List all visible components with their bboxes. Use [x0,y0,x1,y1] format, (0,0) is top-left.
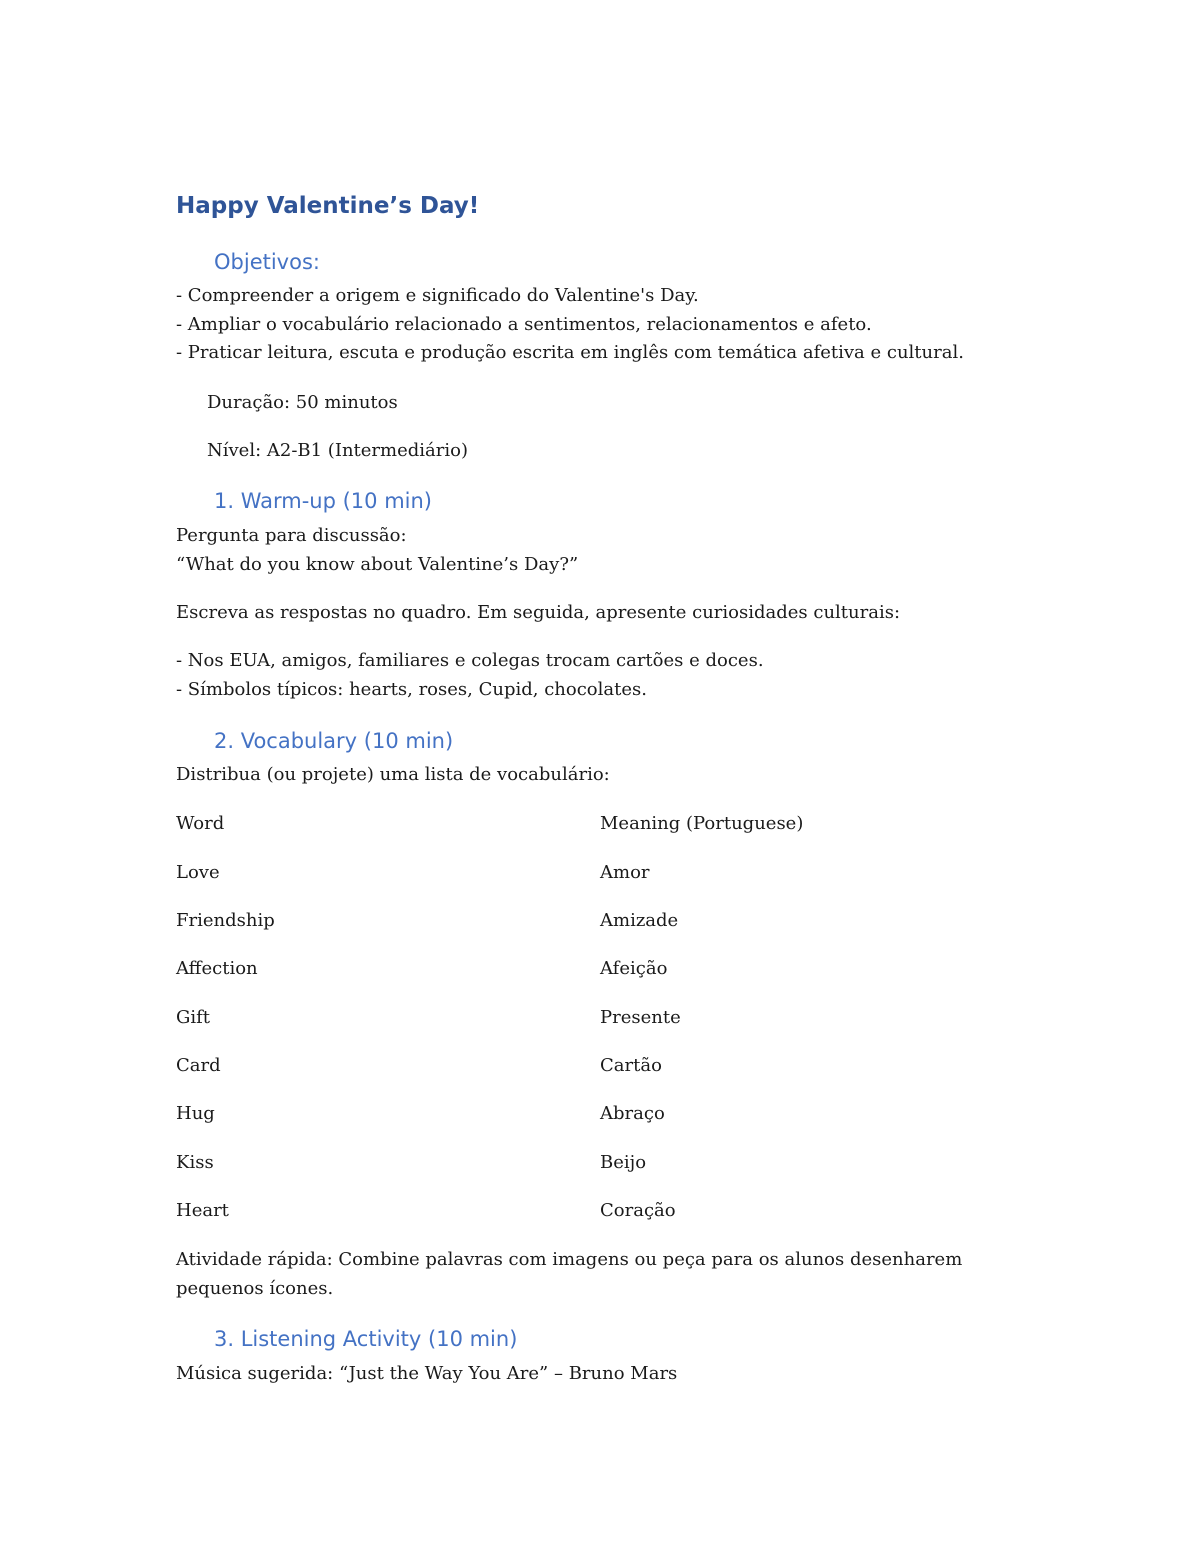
level-text: Nível: A2-B1 (Intermediário) [207,440,468,461]
table-cell-word: Card [176,1055,221,1076]
warmup-heading: 1. Warm-up (10 min) [214,489,432,513]
table-cell-word: Love [176,862,220,883]
document-title: Happy Valentine’s Day! [176,193,480,219]
table-cell-meaning: Coração [600,1200,676,1221]
table-header-word: Word [176,813,225,834]
warmup-question: “What do you know about Valentine’s Day?” [176,554,579,575]
listening-song: Música sugerida: “Just the Way You Are” – Bruno Mars [176,1363,678,1384]
objective-item: - Compreender a origem e significado do Valentine's Day. [176,285,699,306]
table-cell-word: Affection [176,958,258,979]
table-cell-word: Gift [176,1007,211,1028]
warmup-instruction: Escreva as respostas no quadro. Em seguida, apresente curiosidades culturais: [176,602,901,623]
listening-heading: 3. Listening Activity (10 min) [214,1327,518,1351]
vocabulary-intro: Distribua (ou projete) uma lista de vocabulário: [176,764,610,785]
table-cell-meaning: Afeição [600,958,668,979]
duration-text: Duração: 50 minutos [207,392,398,413]
table-cell-meaning: Abraço [600,1103,665,1124]
table-cell-word: Friendship [176,910,275,931]
table-header-meaning: Meaning (Portuguese) [600,813,804,834]
objectives-heading: Objetivos: [214,250,320,274]
objective-item: - Praticar leitura, escuta e produção escrita em inglês com temática afetiva e cultural. [176,342,964,363]
table-cell-meaning: Presente [600,1007,681,1028]
objective-item: - Ampliar o vocabulário relacionado a sentimentos, relacionamentos e afeto. [176,314,872,335]
table-cell-meaning: Beijo [600,1152,647,1173]
vocabulary-heading: 2. Vocabulary (10 min) [214,729,454,753]
table-cell-meaning: Amizade [600,910,679,931]
vocabulary-activity-line: Atividade rápida: Combine palavras com imagens ou peça para os alunos desenharem [176,1249,963,1270]
table-cell-word: Heart [176,1200,229,1221]
warmup-question-label: Pergunta para discussão: [176,525,407,546]
warmup-bullet: - Símbolos típicos: hearts, roses, Cupid, chocolates. [176,679,647,700]
table-cell-word: Kiss [176,1152,214,1173]
table-cell-meaning: Cartão [600,1055,662,1076]
table-cell-meaning: Amor [600,862,650,883]
vocabulary-activity-line: pequenos ícones. [176,1278,334,1299]
table-cell-word: Hug [176,1103,215,1124]
warmup-bullet: - Nos EUA, amigos, familiares e colegas trocam cartões e doces. [176,650,764,671]
